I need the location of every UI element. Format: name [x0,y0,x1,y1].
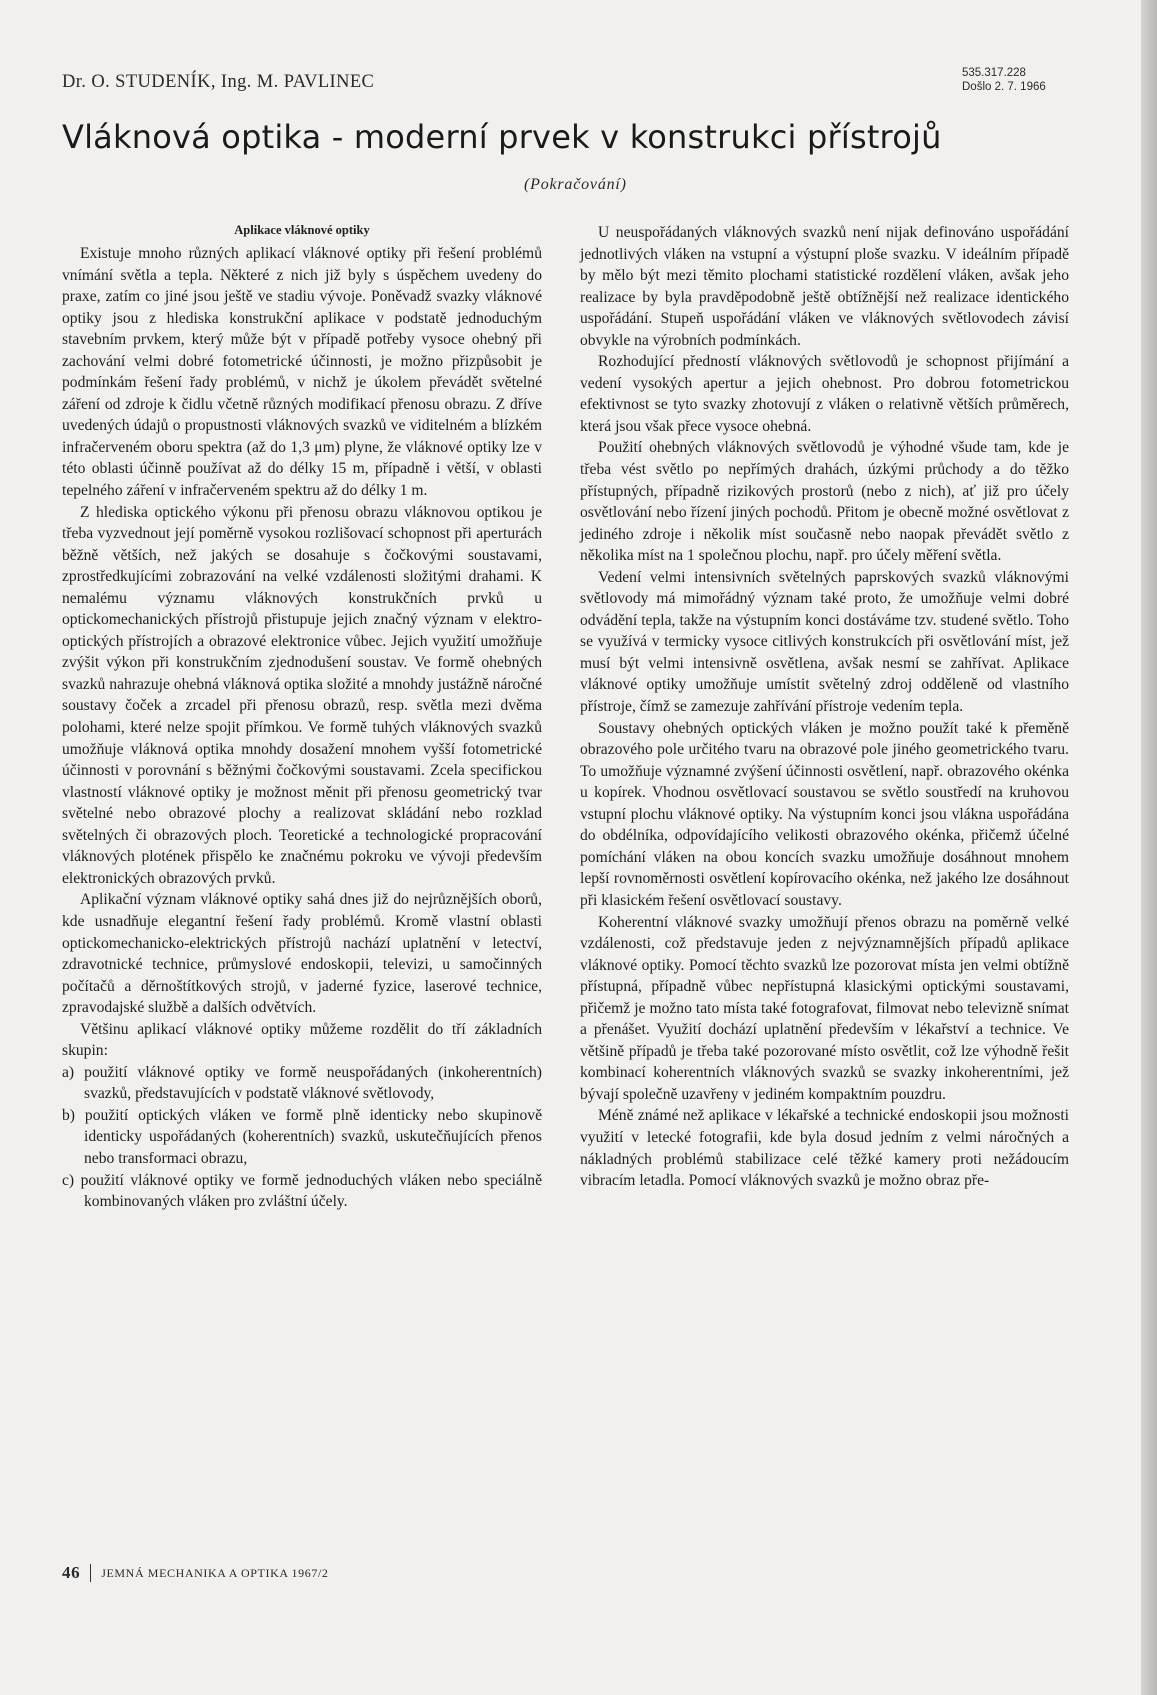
paragraph: Existuje mnoho různých aplikací vláknové optiky při řešení problémů vnímání světla a tepla. Některé z nich již byly s úspěchem uvedeny do praxe, zatím co jiné jsou ještě ve stadiu vývoje. Poněvadž svazky vláknové optiky jsou z hlediska konstrukční aplikace v podstatě jednoduchým stavebním prvkem, který může být v případě potřeby vysoce ohebný při zachování velmi dobré fotometrické účinnosti, je možno přizpůsobit je podmínkám řešení řady problémů, v nichž je úkolem převádět světelné záření od zdroje k čidlu včetně různých modifikací přenosu obrazu. Z dříve uvedených údajů o propustnosti vláknových svazků ve viditelném a blízkém infračerveném oboru spektra (až do 1,3 μm) plyne, že vláknové optiky lze v této oblasti účinně používat až do délky 15 m, případně i větší, v oblasti tepelného záření v infračerveném spektru až do délky 1 m. [62,245,542,500]
article-meta [962,66,1046,94]
page-number: 46 [62,1563,81,1582]
paragraph: Použití ohebných vláknových světlovodů je výhodné všude tam, kde je třeba vést světlo po nepřímých drahách, úzkými průchody a do těžko přístupných, případně rizikových prostorů (nebo z nich), ať již pro účely osvětlování nebo řízení jiných pochodů. Přitom je obecně možné osvětlovat z jediného zdroje i několik míst současně nebo naopak převádět světlo z několika míst na 1 společnou plochu, např. pro účely měření světla. [580,439,1069,565]
journal-name: JEMNÁ MECHANIKA A OPTIKA 1967/2 [101,1565,329,1580]
page-footer [62,1563,329,1583]
list-item: a) použití vláknové optiky ve formě neuspořádaných (inkoherentních) svazků, představujících v podstatě vláknové světlovody, [62,1063,542,1103]
paragraph: Rozhodující předností vláknových světlovodů je schopnost přijímání a vedení vysokých apertur a jejich ohebnost. Pro dobrou fotometrickou efektivnost se tyto svazky zhotovují z vláken o relativně větších průměrech, která jsou však přece vysoce ohebná. [580,353,1069,435]
section-heading: Aplikace vláknové optiky [234,223,370,237]
paragraph: Většinu aplikací vláknové optiky můžeme rozdělit do tří základních skupin: [62,1020,542,1060]
right-column [580,222,1069,1192]
paragraph: Méně známé než aplikace v lékařské a technické endoskopii jsou možnosti využití v letecké fotografii, kde byla dosud jedním z velmi náročných a nákladných problémů stabilizace celé těžké kamery proti nežádoucím vibracím letadla. Pomocí vláknových svazků je možno obraz pře- [580,1107,1069,1190]
article-authors: Dr. O. STUDENÍK, Ing. M. PAVLINEC [62,72,375,92]
udc-classification: 535.317.228 [962,67,1026,79]
paragraph: Z hlediska optického výkonu při přenosu obrazu vláknovou optikou je třeba vyzvednout její poměrně vysokou rozlišovací schopnost při aperturách běžně větších, než jakých se dosahuje s čočkovými soustavami, zprostředkujícími zobrazování na velké vzdálenosti složitými drahami. K nemalému významu vláknových konstrukčních prvků u optickomechanických přístrojů přistupuje jejich značný význam v elektro-optických přístrojích a obrazové elektronice vůbec. Jejich využití umožňuje zvýšit výkon při konstrukčním zjednodušení soustav. Ve formě ohebných svazků nahrazuje ohebná vláknová optika složité a mnohdy justážně náročné soustavy čoček a zrcadel při přenosu obrazů, resp. světla mezi dvěma polohami, které nelze spojit přímkou. Ve formě tuhých vláknových svazků umožňuje vláknová optika mnohdy dosažení mnohem vyšší fotometrické účinnosti v porovnání s běžnými čočkovými soustavami. Zcela specifickou vlastností vláknové optiky je možnost měnit při přenosu geometrický tvar světelné nebo obrazové plochy a realizovat skládání nebo rozklad světelných či obrazových ploch. Teoretické a technologické propracování vláknových plotének přispělo ke značnému pokroku ve vývoji především elektronických obrazových prvků. [62,503,542,887]
list-item: b) použití optických vláken ve formě plně identicky nebo skupinově identicky uspořádaných (koherentních) svazků, uskutečňujících přenos nebo transformaci obrazu, [62,1106,542,1167]
paragraph: Koherentní vláknové svazky umožňují přenos obrazu na poměrně velké vzdálenosti, což představuje jeden z nejvýznamnějších případů aplikace vláknové optiky. Pomocí těchto svazků lze pozorovat místa jen velmi obtížně přístupná, případně vůbec nepřístupná klasickými optickými soustavami, přičemž je možno tato místa také fotografovat, filmovat nebo televizně snímat a přenášet. Využití dochází uplatnění především v lékařství a technice. Ve většině případů je třeba také pozorované místo osvětlit, což lze výhodně řešit kombinací koherentních vláknových svazků se svazky inkoherentními, jež bývají společně uzavřeny v jediném kompaktním pouzdru. [580,913,1069,1103]
footer-divider [90,1564,91,1582]
article-title: Vláknová optika - moderní prvek v konstrukci přístrojů [62,118,942,156]
left-column [62,220,542,1213]
received-date: Došlo 2. 7. 1966 [962,81,1046,93]
list-item: c) použití vláknové optiky ve formě jednoduchých vláken nebo speciálně kombinovaných vláken pro zvláštní účely. [62,1171,542,1211]
paragraph: U neuspořádaných vláknových svazků není nijak definováno uspořádání jednotlivých vláken na vstupní a výstupní ploše svazku. V ideálním případě by mělo být mezi těmito plochami statistické rozdělení vláken, avšak jeho realizace by byla pravděpodobně ještě obtížnější než realizace identického uspořádání. Stupeň uspořádání vláken ve vláknových světlovodech závisí obvykle na výrobních podmínkách. [580,224,1069,349]
paragraph: Soustavy ohebných optických vláken je možno použít také k přeměně obrazového pole určitého tvaru na obrazové pole jiného geometrického tvaru. To umožňuje významné zvýšení účinnosti osvětlení, např. obrazového okénka u kopírek. Vhodnou osvětlovací soustavou se světlo soustředí na kruhovou vstupní plochu vláknové optiky. Na výstupním konci jsou vlákna uspořádána do obdélníka, odpovídajícího velikosti obrazového okénka, přičemž účelné pomíchání vláken na obou koncích svazku umožňuje dosáhnout mnohem lepší rovnoměrnosti osvětlení kopírovacího okénka, než jakého lze dosáhnout při klasickém řešení osvětlovací soustavy. [580,719,1069,909]
article-subtitle: (Pokračování) [524,176,627,193]
page-edge-shadow [1141,0,1157,1695]
paragraph: Vedení velmi intensivních světelných paprskových svazků vláknovými světlovody má mimořádný význam také proto, že umožňuje velmi dobré odvádění tepla, takže na výstupním konci dostáváme tzv. studené světlo. Toho se využívá v termicky vysoce citlivých konstrukcích při osvětlování míst, jež musí být velmi intensivně osvětlena, avšak nesmí se zahřívat. Aplikace vláknové optiky umožňuje umístit světelný zdroj odděleně od vlastního přístroje, čímž se zamezuje zahřívání přístroje vedením tepla. [580,568,1069,716]
paragraph: Aplikační význam vláknové optiky sahá dnes již do nejrůznějších oborů, kde usnadňuje elegantní řešení řady problémů. Kromě vlastní oblasti optickomechanicko-elektrických přístrojů nachází uplatnění v letectví, zdravotnické technice, průmyslové endoskopii, televizi, u samočinných počítačů a děrnoštítkových strojů, v jaderné fyzice, laserové technice, zpravodajské službě a dalších odvětvích. [62,891,542,1017]
